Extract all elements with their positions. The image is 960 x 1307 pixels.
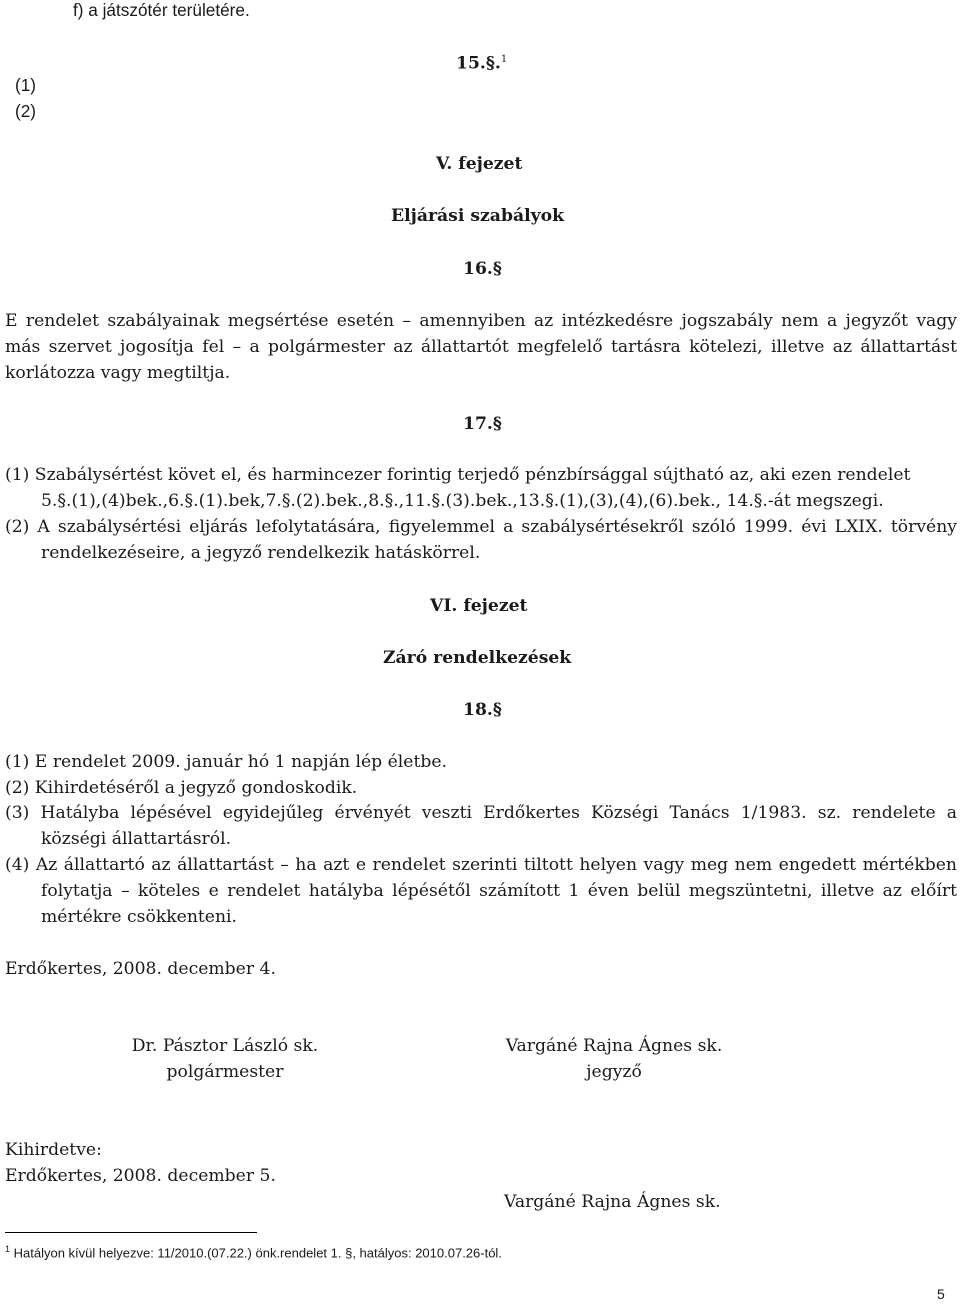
chapter-5-title: V. fejezet xyxy=(436,154,523,174)
footnote-text: Hatályon kívül helyezve: 11/2010.(07.22.) önk.rendelet 1. §, hatályos: 2010.07.26-tól. xyxy=(13,1245,502,1261)
notary-title: jegyző xyxy=(586,1062,642,1082)
section-16-line-1: E rendelet szabályainak megsértése esetén – amennyiben az intézkedésre jogszabály nem a jegyzőt vagy xyxy=(5,311,957,331)
section-16-line-3: korlátozza vagy megtiltja. xyxy=(5,363,231,383)
mayor-title: polgármester xyxy=(166,1062,284,1082)
section-18-paragraph-4 xyxy=(5,855,957,933)
section-18-paragraph-2: (2) Kihirdetéséről a jegyző gondoskodik. xyxy=(5,778,358,798)
promulgation-date: Erdőkertes, 2008. december 5. xyxy=(5,1166,276,1186)
section-17-heading: 17.§ xyxy=(463,414,502,434)
section-16-line-2: más szervet jogosítja fel – a polgármester az állattartót megfelelő tartásra kötelezi, illetve az állattartást xyxy=(5,337,957,357)
footnote xyxy=(5,1240,502,1262)
page-number: 5 xyxy=(937,1286,945,1302)
section-18-p3-line-2: községi állattartásról. xyxy=(41,829,232,849)
section-18-heading: 18.§ xyxy=(463,700,502,720)
chapter-6-title: VI. fejezet xyxy=(430,596,528,616)
promulgation-label: Kihirdetve: xyxy=(5,1140,102,1160)
section-18-paragraph-3 xyxy=(5,803,957,855)
section-17-p2-line-1: (2) A szabálysértési eljárás lefolytatására, figyelemmel a szabálysértésekről szóló 1999. évi LXIX. törvény xyxy=(5,517,957,537)
list-item-f: f) a játszótér területére. xyxy=(73,0,250,20)
section-18-p4-line-2: folytatja – köteles e rendelet hatályba lépésétől számított 1 éven belül megszüntetni, illetve az előírt xyxy=(41,881,957,901)
place-date: Erdőkertes, 2008. december 4. xyxy=(5,959,276,979)
section-16-body xyxy=(5,311,957,389)
section-18-p4-line-3: mértékre csökkenteni. xyxy=(41,907,238,927)
notary-name: Vargáné Rajna Ágnes sk. xyxy=(505,1036,723,1056)
chapter-6-subtitle: Záró rendelkezések xyxy=(383,648,572,668)
section-17-p2-line-2: rendelkezéseire, a jegyző rendelkezik hatáskörrel. xyxy=(41,543,481,563)
signature-left xyxy=(110,1036,340,1088)
footnote-reference: 1 xyxy=(500,54,508,65)
promulgation-signer: Vargáné Rajna Ágnes sk. xyxy=(504,1192,721,1212)
footnote-marker: 1 xyxy=(5,1244,11,1254)
section-18-p3-line-1: (3) Hatályba lépésével egyidejűleg érvényét veszti Erdőkertes Községi Tanács 1/1983. sz. rendelete a xyxy=(5,803,957,823)
signature-right xyxy=(488,1036,740,1088)
section-18-p4-line-1: (4) Az állattartó az állattartást – ha azt e rendelet szerinti tiltott helyen vagy meg nem engedett mértékben xyxy=(5,855,957,875)
section-18-paragraph-1: (1) E rendelet 2009. január hó 1 napján lép életbe. xyxy=(5,752,448,772)
paragraph-marker-2: (2) xyxy=(15,101,37,121)
section-16-heading: 16.§ xyxy=(463,259,502,279)
section-17-paragraph-1 xyxy=(5,465,957,517)
section-17-p1-line-1: (1) Szabálysértést követ el, és harmincezer forintig terjedő pénzbírsággal sújtható az, aki ezen rendelet xyxy=(5,465,911,485)
section-17-paragraph-2 xyxy=(5,517,957,569)
footnote-separator xyxy=(5,1232,257,1233)
section-17-p1-line-2: 5.§.(1),(4)bek.,6.§.(1).bek,7.§.(2).bek.,8.§.,11.§.(3).bek.,13.§.(1),(3),(4),(6).bek., 14.§.-át megszegi. xyxy=(41,491,884,511)
mayor-name: Dr. Pásztor László sk. xyxy=(131,1036,319,1056)
chapter-5-subtitle: Eljárási szabályok xyxy=(391,206,564,226)
section-15-heading: 15.§.$^1$ xyxy=(456,53,508,74)
paragraph-marker-1: (1) xyxy=(15,75,37,95)
